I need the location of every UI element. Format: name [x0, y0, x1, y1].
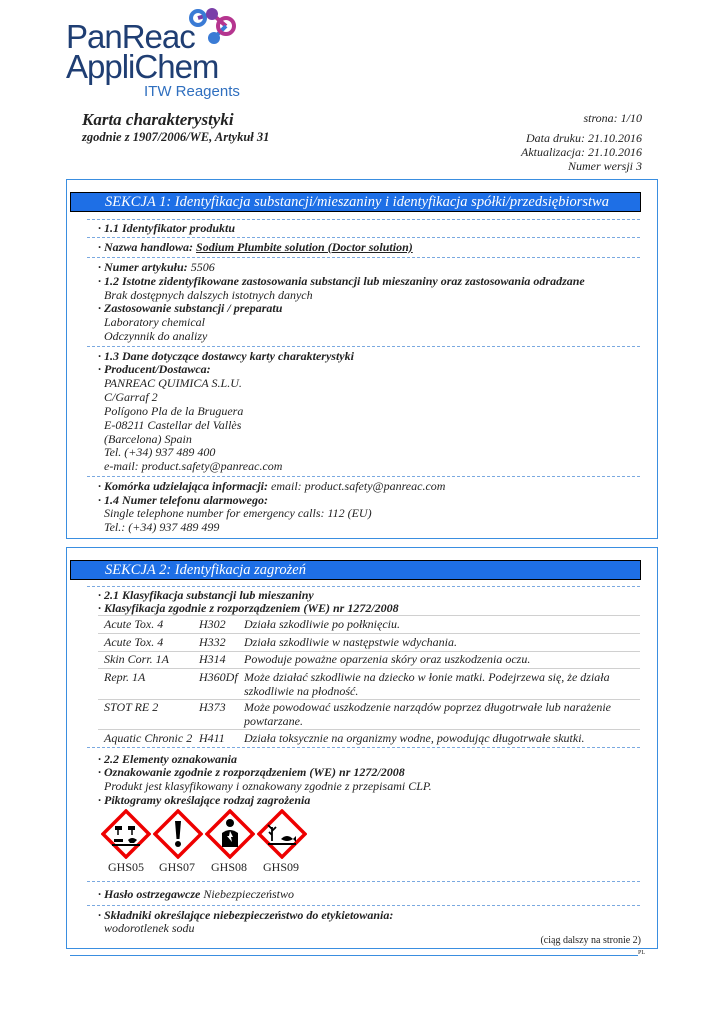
text-line: C/Garraf 2	[104, 390, 158, 404]
document-title: Karta charakterystyki	[82, 110, 234, 129]
footer-rule	[70, 955, 638, 956]
hazard-code: H373	[199, 700, 226, 714]
classification-heading: · 2.1 Klasyfikacja substancji lub mieszaniny	[98, 588, 314, 602]
article-number-label: · Numer artykułu:	[98, 260, 191, 274]
language-code: PL	[638, 950, 646, 956]
page-number: strona: 1/10	[583, 111, 642, 125]
info-department-label: · Komórka udzielająca informacji:	[98, 479, 272, 493]
text-line: Odczynnik do analizy	[104, 329, 208, 343]
hazard-class: Acute Tox. 4	[104, 617, 164, 631]
labelling-components-heading: · Składniki określające niebezpieczeństwo do etykietowania:	[98, 908, 394, 922]
product-identifier-heading: · 1.1 Identyfikator produktu	[98, 221, 236, 235]
text-line: Brak dostępnych dalszych istotnych danych	[104, 288, 313, 302]
text-line: Laboratory chemical	[104, 315, 205, 329]
hazard-code: H360Df	[199, 670, 238, 684]
text-line: e-mail: product.safety@panreac.com	[104, 459, 283, 473]
pictogram-label: GHS05	[108, 860, 145, 874]
hazard-statement: Może powodować uszkodzenie narządów poprzez długotrwałe lub narażenie	[244, 700, 611, 714]
hazard-statement-cont: powtarzane.	[244, 714, 304, 728]
text-line: Single telephone number for emergency calls: 112 (EU)	[104, 506, 372, 520]
table-rule	[98, 668, 640, 669]
signal-word-label: · Hasło ostrzegawcze	[98, 887, 204, 901]
text-line: Polígono Pla de la Bruguera	[104, 404, 244, 418]
text-line: Tel. (+34) 937 489 400	[104, 445, 216, 459]
text-line: wodorotlenek sodu	[104, 921, 195, 935]
signal-word	[98, 887, 294, 901]
hazard-statement: Działa szkodliwie w następstwie wdychania.	[244, 635, 457, 649]
signal-word-value: Niebezpieczeństwo	[203, 887, 294, 901]
supplier-details-heading: · 1.3 Dane dotyczące dostawcy karty charakterystyki	[98, 349, 354, 363]
divider	[87, 257, 640, 258]
divider	[87, 219, 640, 220]
producer-heading: · Producent/Dostawca:	[98, 362, 211, 376]
divider	[87, 586, 640, 587]
info-department-value: email: product.safety@panreac.com	[271, 479, 446, 493]
divider	[87, 346, 640, 347]
hazard-class: Skin Corr. 1A	[104, 652, 170, 666]
table-rule	[98, 615, 640, 616]
hazard-statement: Powoduje poważne oparzenia skóry oraz uszkodzenia oczu.	[244, 652, 531, 666]
section-2-heading: SEKCJA 2: Identyfikacja zagrożeń	[70, 560, 641, 580]
table-rule	[98, 729, 640, 730]
corrosion-icon	[101, 809, 151, 859]
article-number-value: 5506	[190, 260, 215, 274]
logo-line-3: ITW Reagents	[144, 83, 240, 100]
text-line: Produkt jest klasyfikowany i oznakowany zgodnie z przepisami CLP.	[104, 779, 432, 793]
hazard-class: Aquatic Chronic 2	[104, 731, 193, 745]
substance-use-heading: · Zastosowanie substancji / preparatu	[98, 301, 283, 315]
pictogram-label: GHS09	[263, 860, 300, 874]
divider	[87, 905, 640, 906]
emergency-phone-heading: · 1.4 Numer telefonu alarmowego:	[98, 493, 268, 507]
version-number: Numer wersji 3	[567, 159, 642, 173]
pictogram-label: GHS07	[159, 860, 196, 874]
logo-line-1: PanReac	[66, 18, 195, 55]
text-line: (Barcelona) Spain	[104, 432, 192, 446]
pictograms-heading: · Piktogramy określające rodzaj zagrożenia	[98, 793, 311, 807]
continued-note: (ciąg dalszy na stronie 2)	[540, 935, 641, 946]
hazard-code: H314	[199, 652, 226, 666]
health-hazard-icon	[205, 809, 255, 859]
text-line: PANREAC QUIMICA S.L.U.	[104, 376, 242, 390]
hazard-code: H302	[199, 617, 226, 631]
hazard-statement-cont: szkodliwie na płodność.	[244, 684, 359, 698]
trade-name	[98, 240, 413, 254]
logo-line-2: AppliChem	[66, 48, 219, 85]
hazard-code: H411	[199, 731, 225, 745]
environment-icon	[257, 809, 307, 859]
trade-name-value: Sodium Plumbite solution (Doctor solution)	[196, 240, 413, 254]
hazard-class: STOT RE 2	[104, 700, 159, 714]
info-department	[98, 479, 445, 493]
section-1-heading: SEKCJA 1: Identyfikacja substancji/mieszaniny i identyfikacja spółki/przedsiębiorstwa	[70, 192, 641, 212]
hazard-class: Repr. 1A	[104, 670, 146, 684]
document-subtitle: zgodnie z 1907/2006/WE, Artykuł 31	[82, 130, 270, 144]
divider	[87, 881, 640, 882]
label-elements-heading: · 2.2 Elementy oznakowania	[98, 752, 238, 766]
relevant-uses-heading: · 1.2 Istotne zidentyfikowane zastosowania substancji lub mieszaniny oraz zastosowania odradzane	[98, 274, 585, 288]
classification-regulation: · Klasyfikacja zgodnie z rozporządzeniem (WE) nr 1272/2008	[98, 601, 399, 615]
hazard-code: H332	[199, 635, 226, 649]
hazard-statement: Może działać szkodliwie na dziecko w łonie matki. Podejrzewa się, że działa	[244, 670, 610, 684]
update-date: Aktualizacja: 21.10.2016	[521, 145, 642, 159]
divider	[87, 747, 640, 748]
labelling-regulation: · Oznakowanie zgodnie z rozporządzeniem (WE) nr 1272/2008	[98, 765, 405, 779]
hazard-statement: Działa szkodliwie po połknięciu.	[244, 617, 400, 631]
article-number	[98, 260, 215, 274]
divider	[87, 237, 640, 238]
pictogram-label: GHS08	[211, 860, 248, 874]
logo-molecule-icon	[188, 4, 240, 50]
hazard-statement: Działa toksycznie na organizmy wodne, powodując długotrwałe skutki.	[244, 731, 585, 745]
exclamation-icon	[153, 809, 203, 859]
text-line: E-08211 Castellar del Vallès	[104, 418, 242, 432]
print-date: Data druku: 21.10.2016	[526, 131, 642, 145]
text-line: Tel.: (+34) 937 489 499	[104, 520, 220, 534]
hazard-class: Acute Tox. 4	[104, 635, 164, 649]
table-rule	[98, 633, 640, 634]
divider	[87, 476, 640, 477]
trade-name-label: · Nazwa handlowa:	[98, 240, 197, 254]
